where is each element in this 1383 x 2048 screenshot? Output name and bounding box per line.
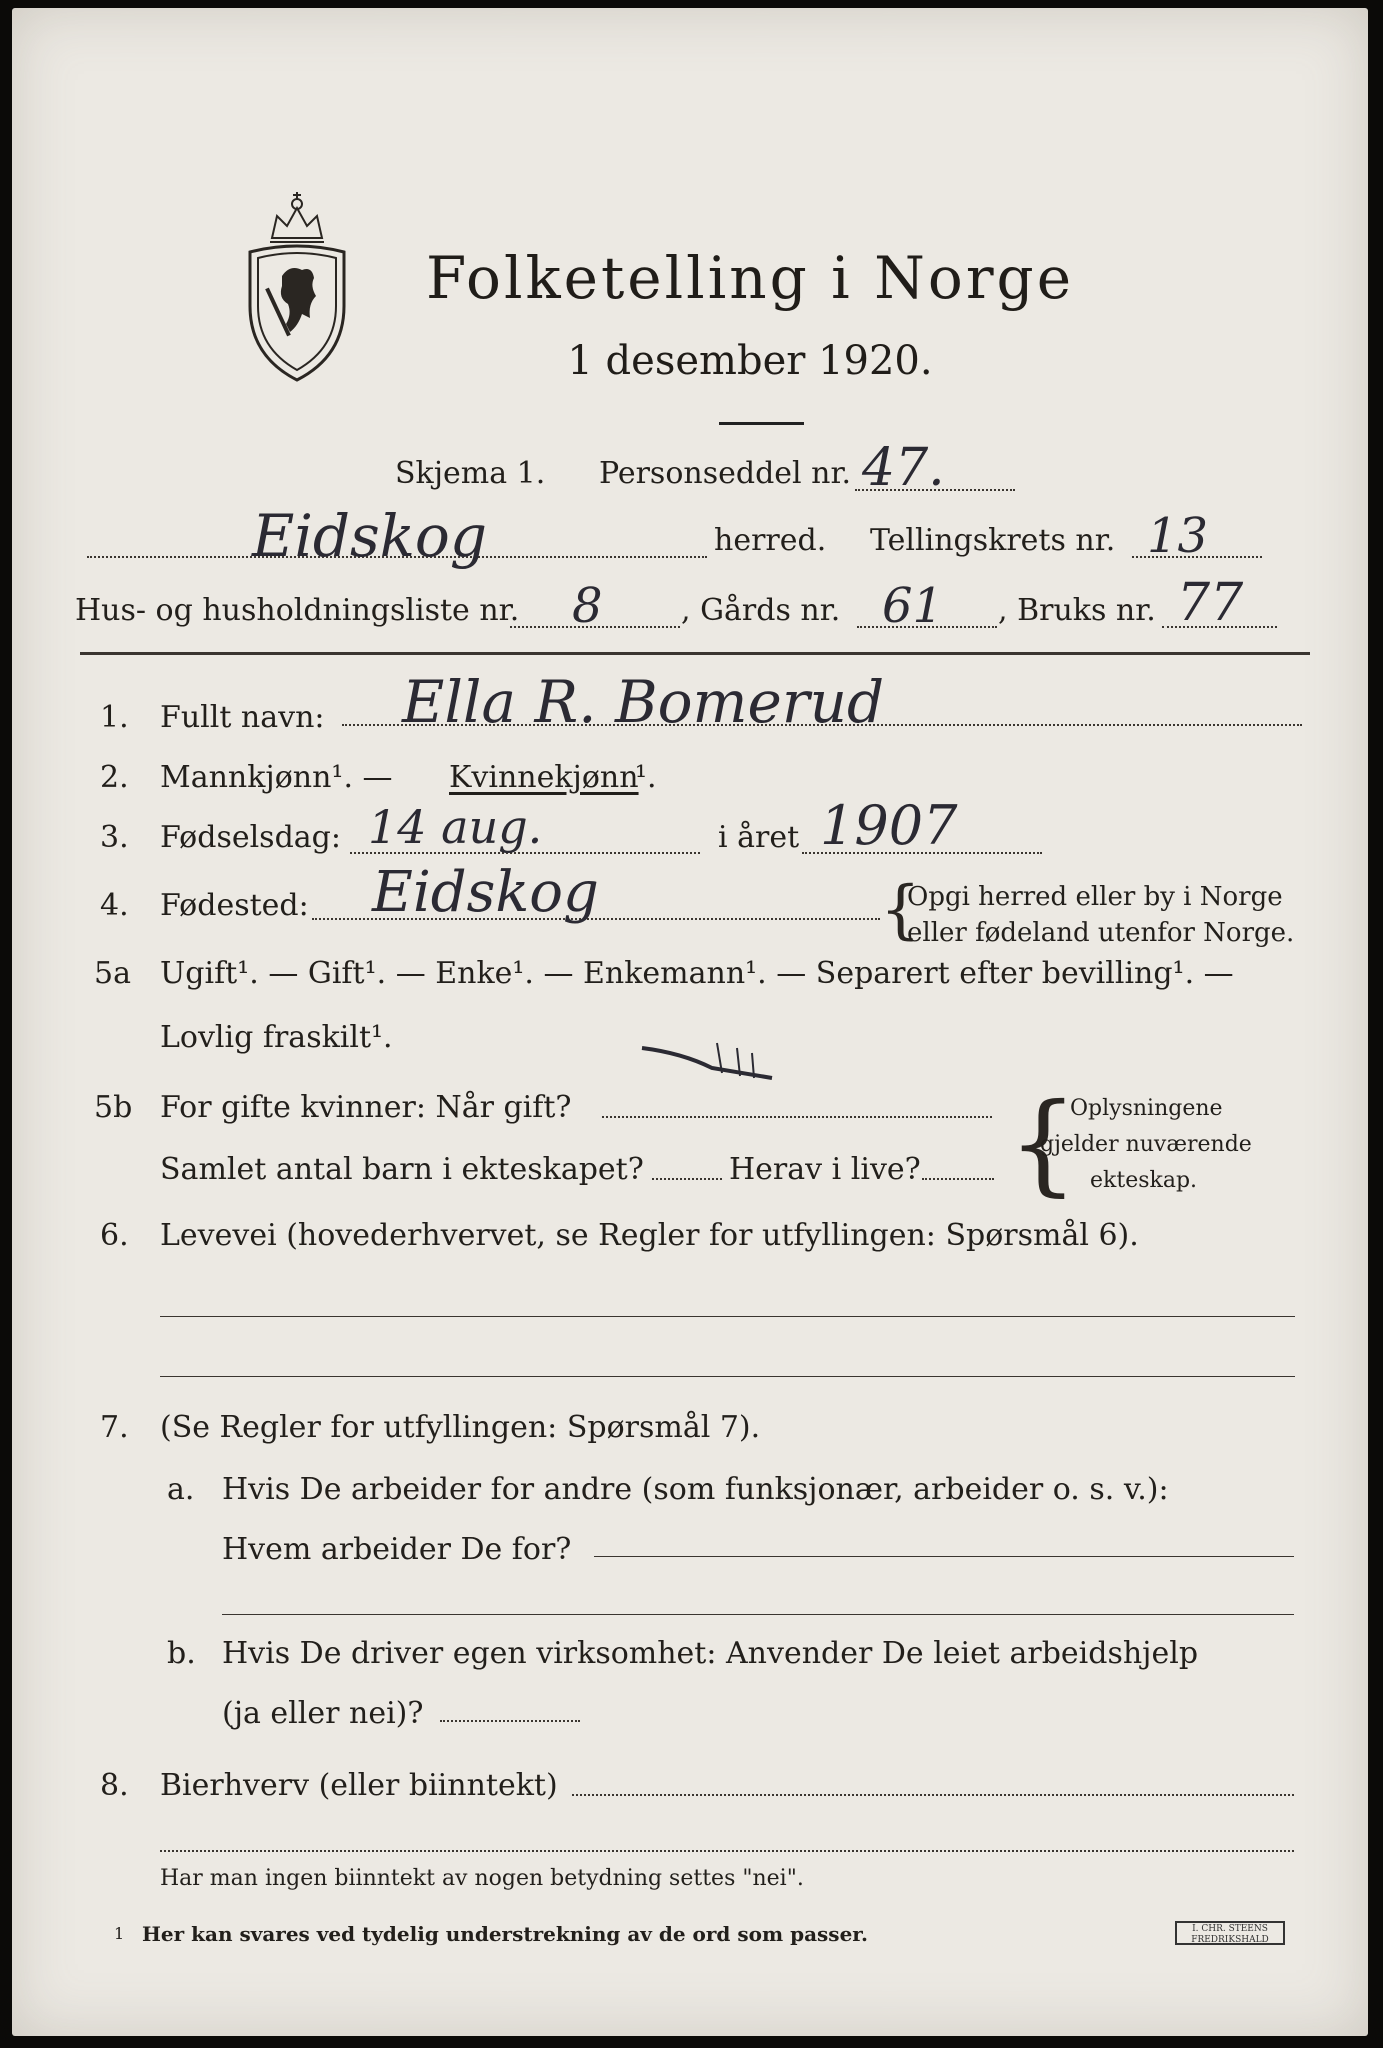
q4-label: Fødested: <box>160 888 309 923</box>
q1-number: 1. <box>100 700 129 735</box>
bruks-label: , Bruks nr. <box>998 593 1156 628</box>
q5b-note-line2: gjelder nuværende <box>1040 1132 1252 1157</box>
personseddel-value[interactable]: 47. <box>862 438 945 498</box>
census-date: 1 desember 1920. <box>567 338 933 384</box>
q8-label: Bierhverv (eller biinntekt) <box>160 1768 558 1803</box>
q4-note-brace: { <box>880 873 921 947</box>
q8-line2[interactable] <box>160 1850 1294 1852</box>
q5a-options[interactable]: Ugift¹. — Gift¹. — Enke¹. — Enkemann¹. — Separert efter bevilling¹. — <box>160 956 1234 991</box>
q7b-text: Hvis De driver egen virksomhet: Anvender De leiet arbeidshjelp <box>222 1636 1199 1671</box>
q2-male-option[interactable]: Mannkjønn¹. — <box>160 760 393 795</box>
q5b-number: 5b <box>94 1090 133 1125</box>
q7-number: 7. <box>100 1410 129 1445</box>
q5b-note-brace: { <box>1008 1079 1078 1207</box>
q3-year-value[interactable]: 1907 <box>820 794 958 857</box>
q7-label: (Se Regler for utfyllingen: Spørsmål 7). <box>160 1410 761 1445</box>
q7b-line[interactable] <box>440 1720 580 1722</box>
q3-number: 3. <box>100 820 129 855</box>
footnote-text: Her kan svares ved tydelig understrekning av de ord som passer. <box>142 1922 868 1946</box>
stamp-line2: FREDRIKSHALD <box>1191 1935 1269 1945</box>
q7a-text: Hvis De arbeider for andre (som funksjonær, arbeider o. s. v.): <box>222 1472 1169 1507</box>
census-form-page <box>12 8 1368 2036</box>
gards-value[interactable]: 61 <box>882 578 944 634</box>
gards-label: , Gårds nr. <box>681 593 841 628</box>
biinntekt-note: Har man ingen biinntekt av nogen betydning settes "nei". <box>160 1866 804 1891</box>
title-divider <box>719 422 804 425</box>
q7b-number: b. <box>167 1636 196 1671</box>
q3-year-label: i året <box>718 820 800 855</box>
q5b-line1: For gifte kvinner: Når gift? <box>160 1090 572 1125</box>
q7a-line1[interactable] <box>594 1556 1294 1557</box>
q6-label: Levevei (hovederhvervet, se Regler for utfyllingen: Spørsmål 6). <box>160 1218 1139 1253</box>
q5b-children-line <box>652 1178 722 1180</box>
form-title: Folketelling i Norge <box>425 244 1075 312</box>
q4-number: 4. <box>100 888 129 923</box>
q2-female-sup: ¹. <box>635 760 657 795</box>
q1-label: Fullt navn: <box>160 700 325 735</box>
q8-line1[interactable] <box>572 1794 1294 1796</box>
q5b-alive-line <box>922 1178 994 1180</box>
q7a-number: a. <box>167 1472 195 1507</box>
q2-female-option[interactable]: Kvinnekjønn <box>449 760 639 795</box>
q6-line2[interactable] <box>160 1376 1295 1377</box>
herred-label: herred. <box>714 523 827 558</box>
q8-number: 8. <box>100 1768 129 1803</box>
stamp-line1: I. CHR. STEENS <box>1192 1924 1268 1934</box>
herred-value[interactable]: Eidskog <box>252 502 487 570</box>
q5b-children-label: Samlet antal barn i ekteskapet? <box>160 1152 644 1187</box>
husliste-label: Hus- og husholdningsliste nr. <box>75 593 520 628</box>
bruks-value[interactable]: 77 <box>1177 573 1244 633</box>
q5b-alive-label: Herav i live? <box>729 1152 921 1187</box>
q5b-note-line1: Oplysningene <box>1070 1096 1223 1121</box>
q3-day-value[interactable]: 14 aug. <box>368 800 543 854</box>
q4-note-line2: eller fødeland utenfor Norge. <box>907 918 1295 948</box>
schema-label: Skjema 1. <box>395 456 546 491</box>
q7a-line2[interactable] <box>222 1614 1294 1615</box>
tellingskrets-label: Tellingskrets nr. <box>870 523 1116 558</box>
pen-marks <box>632 1028 782 1088</box>
q2-number: 2. <box>100 760 129 795</box>
q7a-text2: Hvem arbeider De for? <box>222 1532 572 1567</box>
header-rule <box>80 652 1310 655</box>
printer-stamp <box>1175 1921 1285 1945</box>
q6-number: 6. <box>100 1218 129 1253</box>
q6-line1[interactable] <box>160 1316 1295 1317</box>
personseddel-label: Personseddel nr. <box>599 456 852 491</box>
q5b-married-line <box>602 1116 992 1118</box>
footnote-mark: 1 <box>114 1924 125 1943</box>
q5b-note-line3: ekteskap. <box>1090 1168 1198 1193</box>
q7b-text2: (ja eller nei)? <box>222 1696 424 1731</box>
q3-label: Fødselsdag: <box>160 820 341 855</box>
husliste-value[interactable]: 8 <box>572 578 603 634</box>
q5a-options-cont[interactable]: Lovlig fraskilt¹. <box>160 1020 393 1055</box>
q4-value[interactable]: Eidskog <box>372 860 599 925</box>
tellingskrets-value[interactable]: 13 <box>1147 508 1209 564</box>
q1-value[interactable]: Ella R. Bomerud <box>402 668 885 736</box>
q5a-number: 5a <box>94 956 131 991</box>
q4-note-line1: Opgi herred eller by i Norge <box>907 882 1283 912</box>
